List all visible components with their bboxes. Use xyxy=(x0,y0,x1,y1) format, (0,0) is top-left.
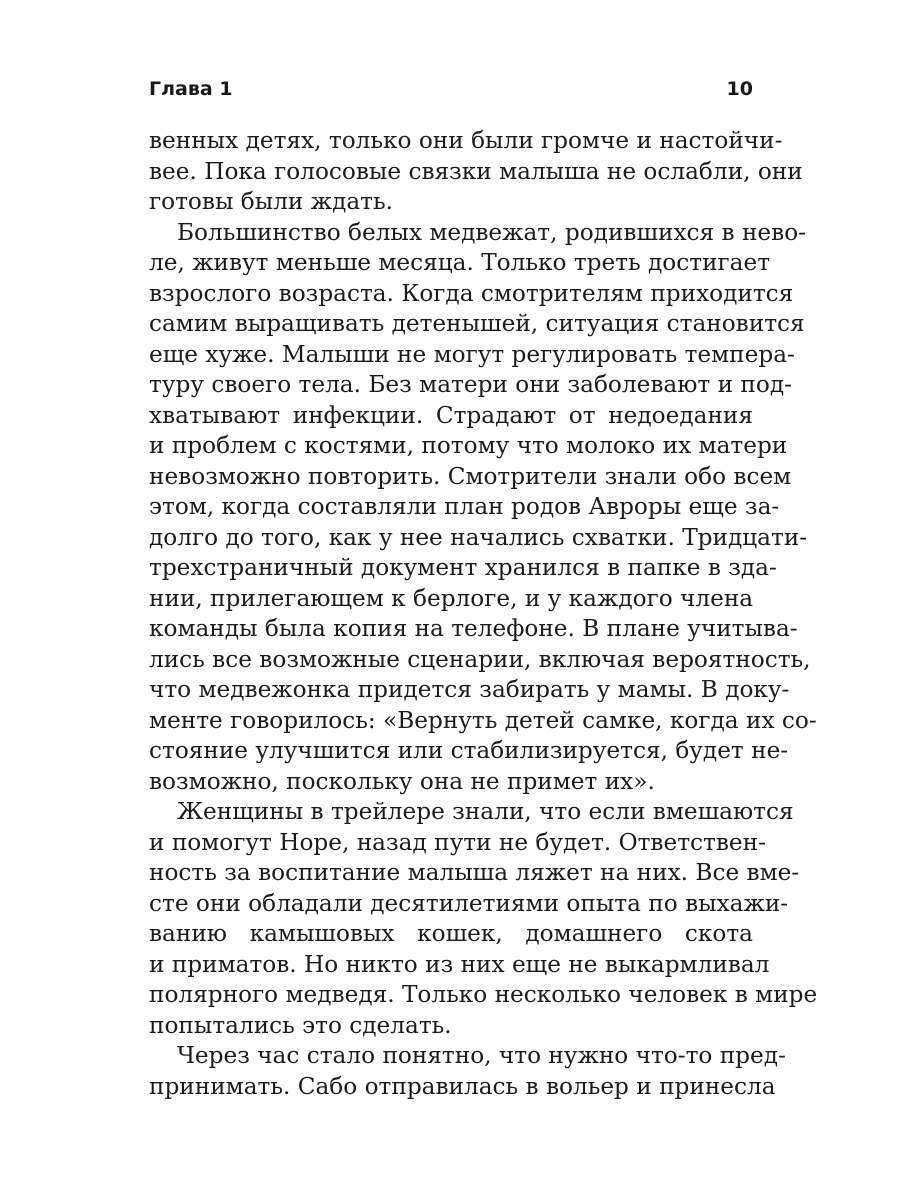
text-line: вее. Пока голосовые связки малыша не ослабли, они xyxy=(149,157,803,185)
chapter-title: Глава 1 xyxy=(149,78,233,100)
text-line: готовы были ждать. xyxy=(149,188,394,215)
text-line: лись все возможные сценарии, включая вероятность, xyxy=(149,645,811,673)
text-line: команды была копия на телефоне. В плане учитыва- xyxy=(149,615,798,642)
text-line: ванию камышовых кошек, домашнего скота xyxy=(149,920,753,947)
text-line: принимать. Сабо отправилась в вольер и принесла xyxy=(149,1072,776,1100)
running-header xyxy=(149,78,753,108)
paragraph xyxy=(149,1041,786,1102)
text-line: и помогут Норе, назад пути не будет. Ответствен- xyxy=(149,828,766,856)
text-line: ле, живут меньше месяца. Только треть достигает xyxy=(149,249,771,276)
text-line: и проблем с костями, потому что молоко их матери xyxy=(149,432,788,459)
text-line: Через час стало понятно, что нужно что-то пред- xyxy=(177,1042,786,1069)
text-line: что медвежонка придется забирать у мамы. В доку- xyxy=(149,676,790,703)
text-line: венных детях, только они были громче и настойчи- xyxy=(149,127,783,154)
text-line: самим выращивать детенышей, ситуация становится xyxy=(149,310,805,337)
text-line: невозможно повторить. Смотрители знали обо всем xyxy=(149,462,792,490)
text-line: полярного медведя. Только несколько человек в мире xyxy=(149,981,818,1008)
paragraph xyxy=(149,218,817,798)
text-line: менте говорилось: «Вернуть детей самке, когда их со- xyxy=(149,706,817,734)
text-line: хватывают инфекции. Страдают от недоедания xyxy=(149,401,753,429)
text-line: взрослого возраста. Когда смотрителям приходится xyxy=(149,279,794,307)
text-line: сте они обладали десятилетиями опыта по выхажи- xyxy=(149,889,789,917)
text-line: Женщины в трейлере знали, что если вмешаются xyxy=(177,798,794,825)
text-line: долго до того, как у нее начались схватки. Тридцати- xyxy=(149,523,808,551)
text-line: ность за воспитание малыша ляжет на них. Все вме- xyxy=(149,859,800,886)
text-line: нии, прилегающем к берлоге, и у каждого члена xyxy=(149,584,754,612)
text-line: стояние улучшится или стабилизируется, будет не- xyxy=(149,737,789,764)
text-line: попытались это сделать. xyxy=(149,1011,452,1039)
text-line: туру своего тела. Без матери они заболевают и под- xyxy=(149,371,792,398)
text-line: этом, когда составляли план родов Авроры еще за- xyxy=(149,493,780,520)
text-line: трехстраничный документ хранился в папке в зда- xyxy=(149,554,777,581)
text-line: еще хуже. Малыши не могут регулировать темпера- xyxy=(149,340,795,368)
paragraph xyxy=(149,797,818,1041)
text-line: Большинство белых медвежат, родившихся в нево- xyxy=(177,218,806,246)
paragraph xyxy=(149,126,803,218)
text-line: возможно, поскольку она не примет их». xyxy=(149,767,655,795)
page-number: 10 xyxy=(726,78,753,100)
body-text xyxy=(149,126,818,1102)
text-line: и приматов. Но никто из них еще не выкармливал xyxy=(149,950,770,978)
